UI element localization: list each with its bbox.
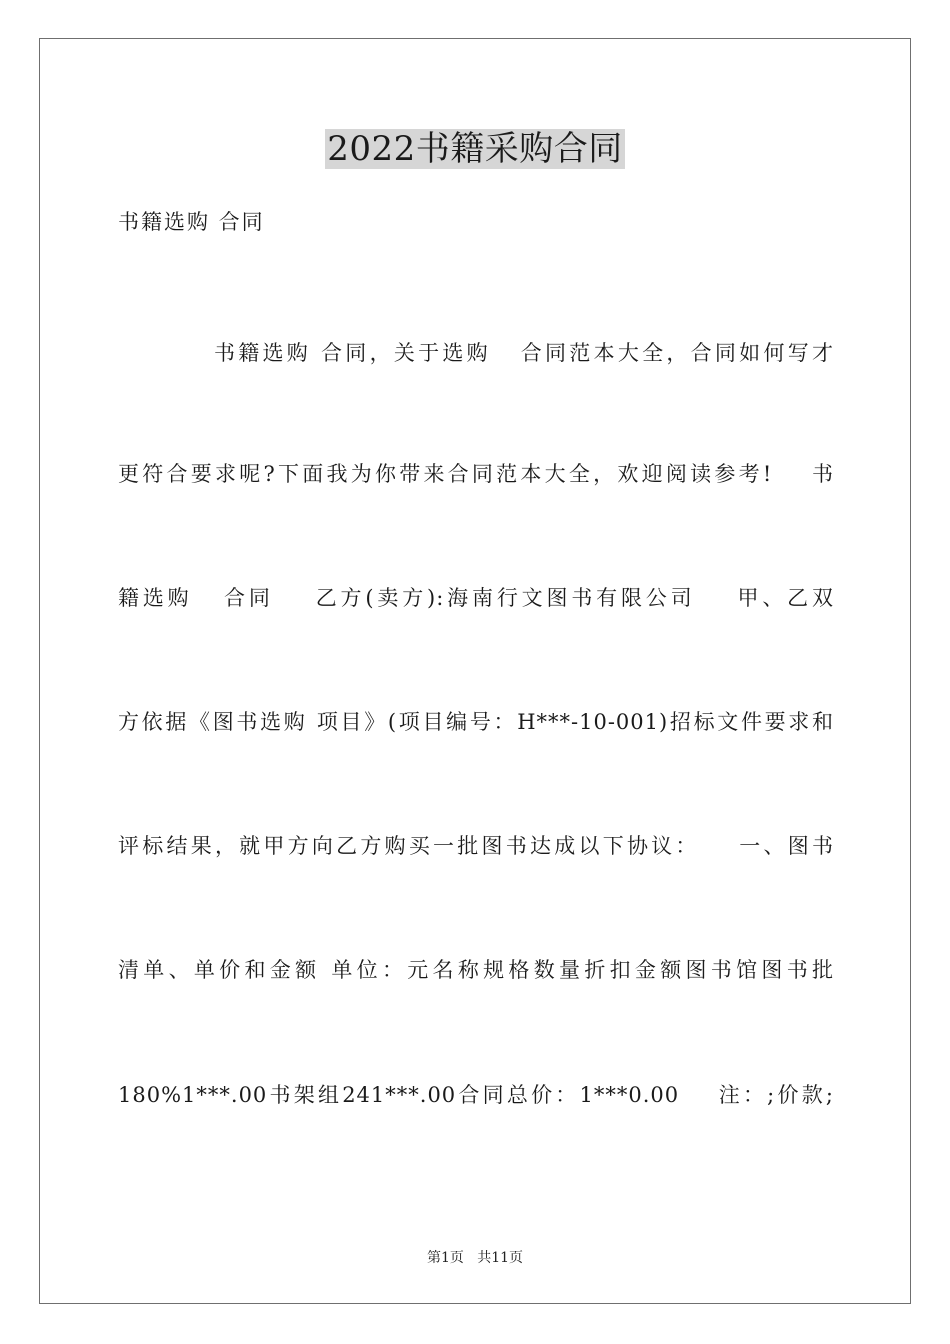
body-line-3: 籍选购 合同 乙方(卖方):海南行文图书有限公司 甲、乙双 <box>118 586 834 610</box>
body-line-1: 书籍选购 合同，关于选购 合同范本大全，合同如何写才 <box>214 341 834 365</box>
body-line-2: 更符合要求呢?下面我为你带来合同范本大全，欢迎阅读参考! 书 <box>118 462 834 486</box>
page-number-footer: 第1页 共11页 <box>426 1250 524 1266</box>
document-subtitle: 书籍选购 合同 <box>118 210 265 234</box>
body-line-4: 方依据《图书选购 项目》(项目编号：H***-10-001)招标文件要求和 <box>118 710 834 734</box>
body-line-5: 评标结果，就甲方向乙方购买一批图书达成以下协议： 一、图书 <box>118 834 834 858</box>
document-title <box>0 127 950 171</box>
document-title-text: 2022书籍采购合同 <box>327 129 623 169</box>
body-line-7: 180%1***.00书架组241***.00合同总价：1***0.00 注：;价款; <box>118 1083 834 1107</box>
body-line-6: 清单、单价和金额 单位：元名称规格数量折扣金额图书馆图书批 <box>118 958 834 982</box>
